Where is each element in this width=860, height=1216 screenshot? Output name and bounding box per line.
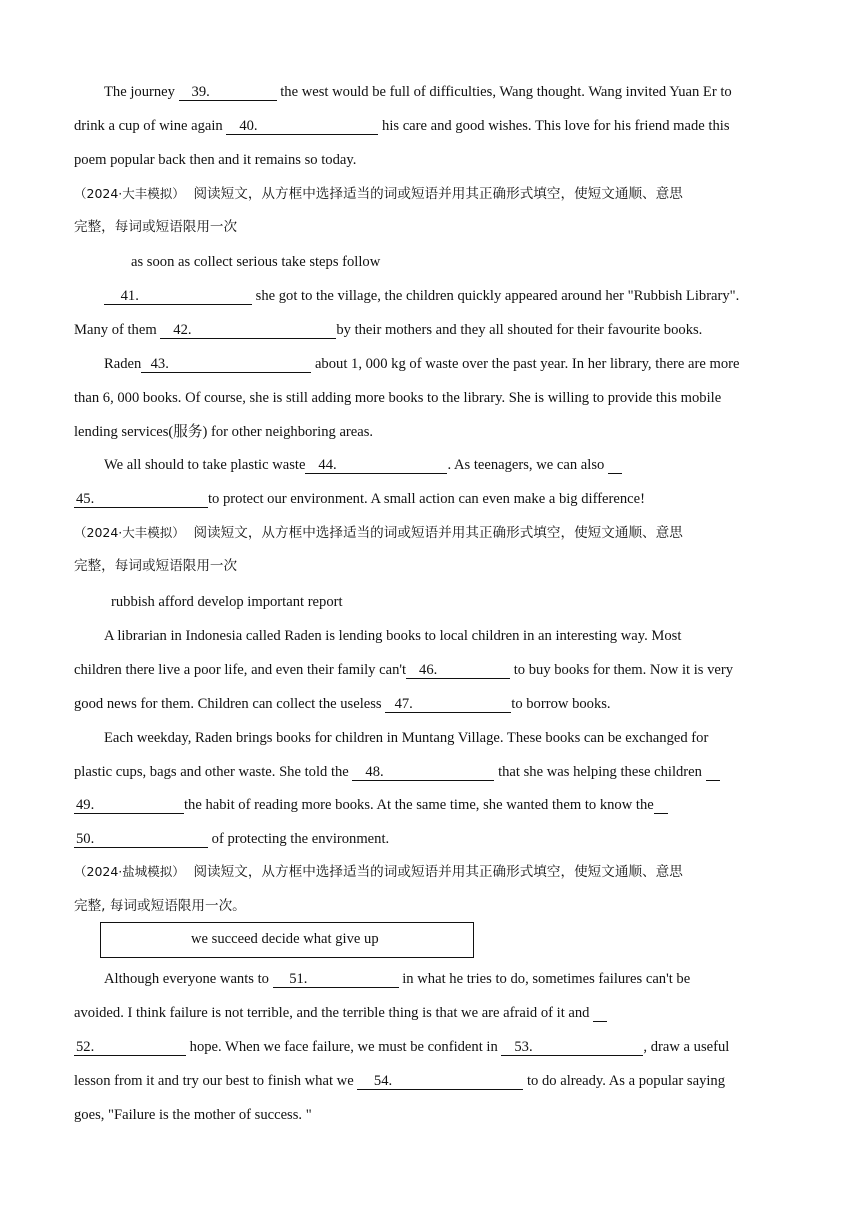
- s4-line-3: [74, 1037, 729, 1057]
- source-tag: （2024·大丰模拟）: [74, 525, 185, 540]
- s2-line-2: [74, 320, 702, 340]
- s3-line-5: [74, 762, 720, 782]
- text: . As teenagers, we can also: [447, 457, 608, 473]
- p1-line-3: poem popular back then and it remains so today.: [74, 152, 357, 168]
- blank-number: 47.: [394, 696, 413, 712]
- text: drink a cup of wine again: [74, 118, 227, 134]
- s4-line-2: [74, 1003, 607, 1023]
- text: to protect our environment. A small action can even make a big difference!: [208, 491, 645, 507]
- blank-43[interactable]: [141, 356, 311, 373]
- text: about 1, 000 kg of waste over the past year. In her library, there are more: [311, 356, 740, 372]
- blank-49-lead: [706, 764, 720, 781]
- s3-line-6: [74, 795, 668, 815]
- section2-word-bank: as soon as collect serious take steps follow: [131, 254, 381, 270]
- s4-line-4: [74, 1071, 725, 1091]
- s2-line-6: [104, 455, 622, 475]
- text: Many of them: [74, 322, 161, 338]
- blank-49[interactable]: [74, 797, 184, 814]
- blank-54[interactable]: [357, 1073, 523, 1090]
- blank-number: 48.: [365, 764, 384, 780]
- blank-number: 52.: [76, 1039, 95, 1055]
- text: to buy books for them. Now it is very: [510, 662, 734, 678]
- text: the west would be full of difficulties, Wang thought. Wang invited Yuan Er to: [276, 84, 732, 100]
- s3-line-4: Each weekday, Raden brings books for children in Muntang Village. These books can be exchanged for: [104, 730, 709, 746]
- p1-line-2: [74, 116, 730, 136]
- text: We all should to take plastic waste: [104, 457, 306, 473]
- text: to do already. As a popular saying: [523, 1073, 726, 1089]
- blank-number: 46.: [419, 662, 438, 678]
- s2-line-1: [104, 286, 739, 306]
- text: in what he tries to do, sometimes failures can't be: [398, 971, 691, 987]
- text: the habit of reading more books. At the same time, she wanted them to know the: [184, 797, 654, 813]
- source-tag: （2024·盐城模拟）: [74, 864, 185, 879]
- s3-line-1: A librarian in Indonesia called Raden is lending books to local children in an interesting way. Most: [104, 628, 682, 644]
- blank-number: 51.: [289, 971, 308, 987]
- blank-42[interactable]: [160, 322, 336, 339]
- blank-53[interactable]: [501, 1039, 643, 1056]
- blank-48[interactable]: [352, 764, 494, 781]
- section3-heading: [74, 523, 683, 543]
- blank-51[interactable]: [273, 971, 399, 988]
- section3-heading-cont: 完整，每词或短语限用一次: [74, 558, 238, 574]
- section3-word-bank: rubbish afford develop important report: [111, 594, 343, 610]
- s4-line-5: goes, "Failure is the mother of success. ": [74, 1107, 312, 1123]
- section4-word-box: [100, 922, 474, 958]
- text: that she was helping these children: [494, 764, 706, 780]
- s2-line-7: [74, 489, 645, 509]
- blank-number: 43.: [150, 356, 169, 372]
- text: she got to the village, the children quickly appeared around her "Rubbish Library".: [252, 288, 740, 304]
- text: of protecting the environment.: [208, 831, 390, 847]
- s2-line-4: than 6, 000 books. Of course, she is still adding more books to the library. She is willing to provide this mobile: [74, 390, 722, 406]
- blank-number: 53.: [514, 1039, 533, 1055]
- s2-line-3: [104, 354, 740, 374]
- s2-line-5: lending services(服务) for other neighboring areas.: [74, 424, 374, 440]
- text: , draw a useful: [643, 1039, 730, 1055]
- blank-number: 44.: [318, 457, 337, 473]
- text: hope. When we face failure, we must be confident in: [186, 1039, 502, 1055]
- text: good news for them. Children can collect the useless: [74, 696, 386, 712]
- p1-line-1: [104, 82, 732, 102]
- blank-number: 49.: [76, 797, 95, 813]
- blank-number: 45.: [76, 491, 95, 507]
- blank-number: 50.: [76, 831, 95, 847]
- instruction: 阅读短文，从方框中选择适当的词或短语并用其正确形式填空，使短文通顺、意思: [193, 186, 683, 202]
- section4-heading: [74, 862, 683, 882]
- text: Raden: [104, 356, 142, 372]
- source-tag: （2024·大丰模拟）: [74, 186, 185, 201]
- word-bank: we succeed decide what give up: [191, 931, 379, 947]
- s3-line-3: [74, 694, 611, 714]
- section2-heading: [74, 184, 683, 204]
- text: Although everyone wants to: [104, 971, 273, 987]
- blank-52-lead: [593, 1005, 607, 1022]
- text: by their mothers and they all shouted for their favourite books.: [336, 322, 703, 338]
- blank-44[interactable]: [305, 457, 447, 474]
- text: avoided. I think failure is not terrible, and the terrible thing is that we are afraid of it and: [74, 1005, 594, 1021]
- text: lesson from it and try our best to finish what we: [74, 1073, 358, 1089]
- s4-line-1: [104, 969, 690, 989]
- blank-50[interactable]: [74, 831, 208, 848]
- blank-50-lead: [654, 797, 668, 814]
- blank-46[interactable]: [406, 662, 510, 679]
- blank-52[interactable]: [74, 1039, 186, 1056]
- blank-40[interactable]: [226, 118, 378, 135]
- text: The journey: [104, 84, 179, 100]
- s3-line-7: [74, 829, 389, 849]
- instruction: 阅读短文，从方框中选择适当的词或短语并用其正确形式填空，使短文通顺、意思: [193, 864, 683, 880]
- section4-heading-cont: 完整, 每词或短语限用一次。: [74, 898, 246, 914]
- s3-line-2: [74, 660, 733, 680]
- text: children there live a poor life, and even their family can't: [74, 662, 407, 678]
- blank-number: 39.: [191, 84, 210, 100]
- blank-45-lead: [608, 457, 622, 474]
- blank-number: 42.: [173, 322, 192, 338]
- blank-47[interactable]: [385, 696, 511, 713]
- text: his care and good wishes. This love for his friend made this: [378, 118, 730, 134]
- blank-41[interactable]: [104, 288, 252, 305]
- section2-heading-cont: 完整，每词或短语限用一次: [74, 219, 238, 235]
- text: to borrow books.: [511, 696, 611, 712]
- blank-45[interactable]: [74, 491, 208, 508]
- blank-number: 41.: [120, 288, 139, 304]
- blank-number: 54.: [373, 1073, 393, 1089]
- blank-number: 40.: [239, 118, 258, 134]
- text: plastic cups, bags and other waste. She told the: [74, 764, 353, 780]
- blank-39[interactable]: [179, 84, 277, 101]
- instruction: 阅读短文，从方框中选择适当的词或短语并用其正确形式填空，使短文通顺、意思: [193, 525, 683, 541]
